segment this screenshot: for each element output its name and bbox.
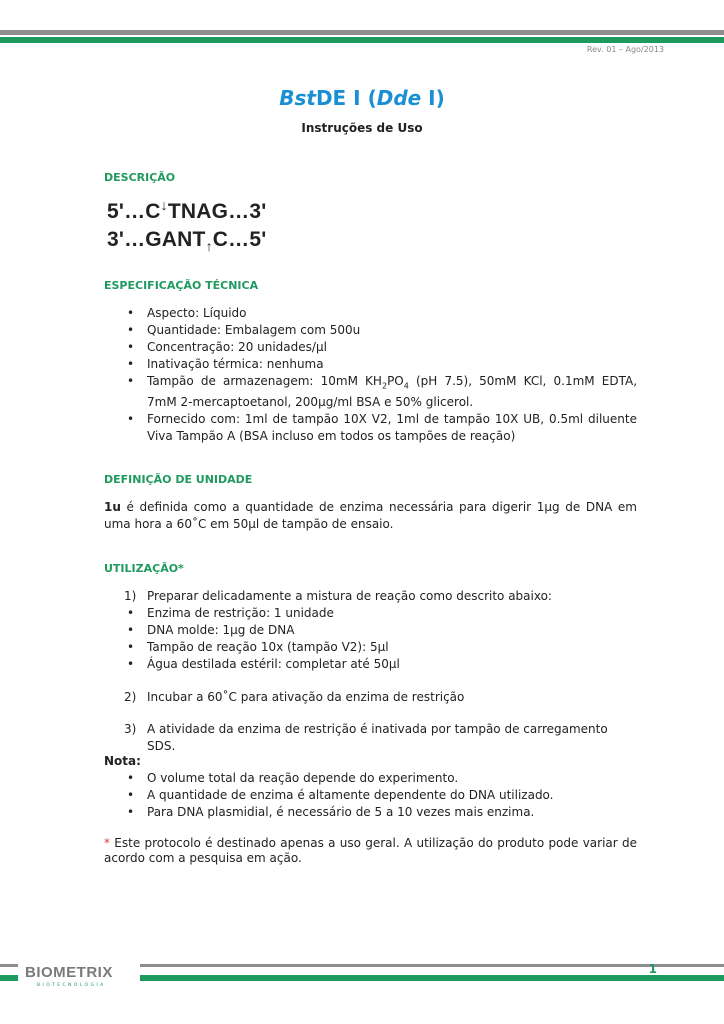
mix-list — [104, 605, 637, 673]
biometrix-logo — [23, 960, 138, 990]
list-item: • Tampão de armazenagem: 10mM $KH_2PO_4$ (pH 7.5), 50mM KCl, 0.1mM EDTA, 7mM 2-mercaptoetanol, 200µg/ml BSA e 50% glicerol. — [104, 373, 637, 411]
footer-green-bar-right — [140, 975, 724, 981]
list-item: • Para DNA plasmidial, é necessário de 5 a 10 vezes mais enzima. — [104, 804, 637, 821]
footer-gray-bar-right — [140, 964, 724, 967]
list-item: • Concentração: 20 unidades/µl — [104, 339, 637, 356]
spec-list — [104, 305, 637, 445]
list-item: • Tampão de reação 10x (tampão V2): 5µl — [104, 639, 637, 656]
sequence-bottom: $3'\dots GANT_↑C\dots 5'$ — [107, 228, 267, 254]
footer-green-bar-left — [0, 975, 18, 981]
section-heading-unidade: DEFINIÇÃO DE UNIDADE — [104, 473, 253, 486]
footer-gray-bar-left — [0, 964, 18, 967]
svg-text:BIOMETRIX: BIOMETRIX — [25, 964, 113, 981]
note-list — [104, 770, 637, 821]
arrow-up-icon: ↑ — [205, 238, 213, 254]
list-item: • Enzima de restrição: 1 unidade — [104, 605, 637, 622]
step-2: 2) Incubar a 60˚C para ativação da enzima de restrição — [124, 690, 465, 704]
header-gray-bar — [0, 30, 724, 35]
list-item: • Água destilada estéril: completar até 50µl — [104, 656, 637, 673]
list-item: • Inativação térmica: nenhuma — [104, 356, 637, 373]
list-item: • DNA molde: 1µg de DNA — [104, 622, 637, 639]
list-item: • Aspecto: Líquido — [104, 305, 637, 322]
sequence-top: 5'…C↓TNAG…3' — [107, 197, 267, 223]
footnote: * Este protocolo é destinado apenas a uso geral. A utilização do produto pode variar de acordo com a pesquisa em ação. — [104, 836, 637, 865]
step-1: 1) Preparar delicadamente a mistura de reação como descrito abaixo: — [124, 589, 552, 603]
list-item: • A quantidade de enzima é altamente dependente do DNA utilizado. — [104, 787, 637, 804]
page-subtitle: Instruções de Uso — [301, 121, 423, 135]
unit-definition: 1u é definida como a quantidade de enzima necessária para digerir 1µg de DNA em uma hora a 60˚C em 50µl de tampão de ensaio. — [104, 500, 637, 531]
svg-text:BIOTECNOLOGIA: BIOTECNOLOGIA — [37, 983, 106, 988]
step-3: 3) A atividade da enzima de restrição é inativada por tampão de carregamento SDS. — [124, 722, 608, 753]
revision-label: Rev. 01 – Ago/2013 — [586, 45, 664, 54]
note-heading: Nota: — [104, 754, 141, 768]
header-green-bar — [0, 37, 724, 43]
section-heading-utilizacao: UTILIZAÇÃO* — [104, 562, 184, 575]
list-item: • O volume total da reação depende do experimento. — [104, 770, 637, 787]
list-item: • Quantidade: Embalagem com 500u — [104, 322, 637, 339]
section-heading-descricao: DESCRIÇÃO — [104, 171, 176, 184]
section-heading-especificacao: ESPECIFICAÇÃO TÉCNICA — [104, 279, 259, 292]
page-title: BstDE I (Dde I) — [279, 86, 445, 110]
list-item: • Fornecido com: 1ml de tampão 10X V2, 1ml de tampão 10X UB, 0.5ml diluente Viva Tampão A (BSA incluso em todos os tampões de reação) — [104, 411, 637, 445]
page-number: 1 — [648, 962, 657, 976]
arrow-down-icon: ↓ — [160, 197, 168, 213]
